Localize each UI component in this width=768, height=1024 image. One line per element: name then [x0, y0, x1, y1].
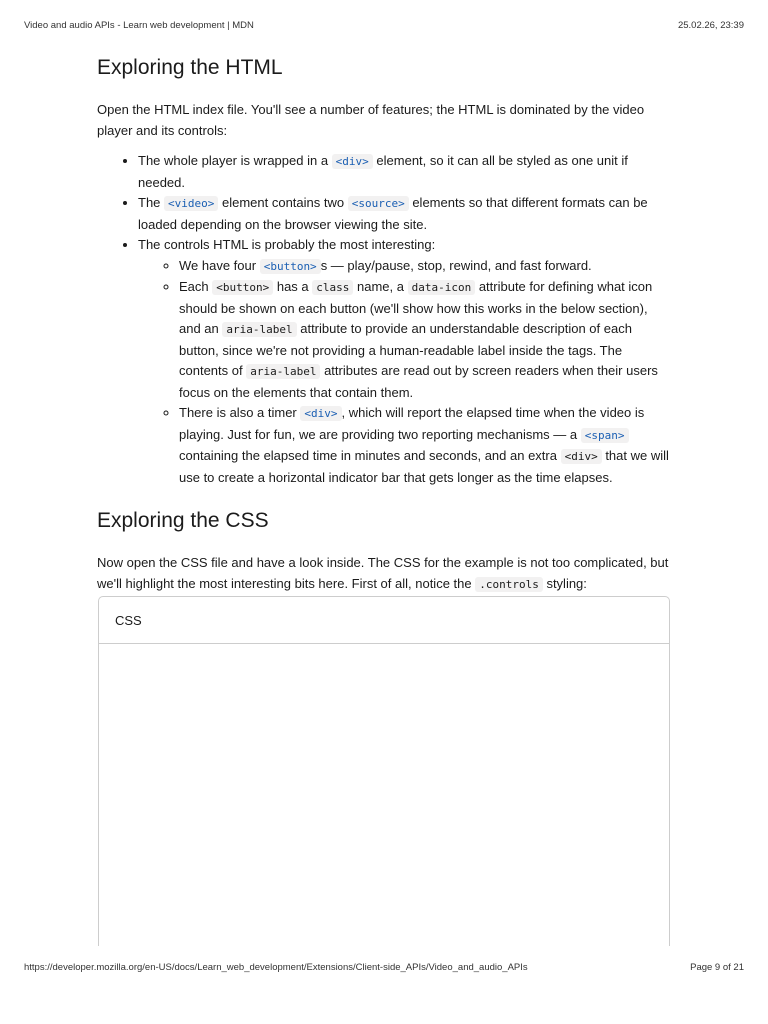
inline-code: aria-label — [246, 364, 320, 379]
code-block-header — [99, 597, 669, 644]
inline-code: aria-label — [222, 322, 296, 337]
div-element-link[interactable]: <div> — [332, 154, 373, 169]
css-intro-paragraph: Now open the CSS file and have a look inside. The CSS for the example is not too complicated, but we'll highlight the most interesting bits here. First of all, notice the .controls styling: — [97, 555, 669, 591]
print-datetime: 25.02.26, 23:39 — [677, 20, 744, 31]
document-title: Video and audio APIs - Learn web development | MDN — [24, 20, 254, 31]
video-element-link[interactable]: <video> — [164, 196, 218, 211]
list-item: • The whole player is wrapped in a <div> element, so it can all be styled as one unit if needed. — [138, 151, 672, 193]
list-item: ◦ We have four <button> s — play/pause, stop, rewind, and fast forward. — [179, 256, 672, 278]
html-intro-paragraph: Open the HTML index file. You'll see a number of features; the HTML is dominated by the video player and its controls: — [97, 102, 645, 138]
list-item: ◦ Each <button> has a class name, a data-icon attribute for defining what icon should be shown on each button (we'll show how this works in the below section), and an aria-label attribute to provide an understandable description of each button, since we're not providing a human-readable label inside the tags. The contents of aria-label attributes are read out by screen readers when their users focus on the elements that contain them. — [179, 277, 672, 403]
list-item: • The controls HTML is probably the most interesting: ◦ We have four <button> s — play/pause, stop, rewind, and fast forward. ◦ Each <button> has a class name, a data-icon attribute for defining what icon should be shown on each button (we'll show how this works in the below section), and an aria-label attribute to provide an understandable description of each button, since we're not providing a human-readable label inside the tags. The contents of aria-label attributes are read out by screen readers when their users focus on the elements that contain them. ◦ There is also a timer <div> , which will report the elapsed time when the video is playing. Just for fun, we are providing two reporting mechanisms — a <span> containing the elapsed time in minutes and seconds, and an extra <div> that we will use to create a horizontal indicator bar that gets longer as the time elapses. — [138, 235, 672, 488]
list-item: ◦ There is also a timer <div> , which will report the elapsed time when the video is playing. Just for fun, we are providing two reporting mechanisms — a <span> containing the elapsed time in minutes and seconds, and an extra <div> that we will use to create a horizontal indicator bar that gets longer as the time elapses. — [179, 403, 672, 488]
heading-exploring-css: Exploring the CSS — [97, 509, 269, 532]
controls-sublist — [138, 256, 672, 489]
list-item: • The <video> element contains two <source> elements so that different formats can be loaded depending on the browser viewing the site. — [138, 193, 672, 235]
css-code-block — [98, 596, 670, 997]
print-header — [24, 20, 744, 31]
code-language-label: CSS — [115, 612, 142, 628]
print-footer — [24, 962, 744, 973]
inline-code: <div> — [561, 449, 602, 464]
html-features-list — [97, 151, 672, 488]
page-url: https://developer.mozilla.org/en-US/docs/Learn_web_development/Extensions/Client-side_APIs/Video_and_audio_APIs — [24, 962, 528, 973]
inline-code: <button> — [212, 280, 273, 295]
article-content — [97, 54, 672, 595]
footer-area — [0, 946, 768, 1024]
inline-code: .controls — [475, 577, 543, 592]
source-element-link[interactable]: <source> — [348, 196, 409, 211]
inline-code: data-icon — [408, 280, 476, 295]
page-number: Page 9 of 21 — [690, 962, 744, 973]
div-element-link[interactable]: <div> — [300, 406, 341, 421]
heading-exploring-html: Exploring the HTML — [97, 56, 283, 79]
span-element-link[interactable]: <span> — [581, 428, 629, 443]
button-element-link[interactable]: <button> — [260, 259, 321, 274]
inline-code: class — [312, 280, 353, 295]
